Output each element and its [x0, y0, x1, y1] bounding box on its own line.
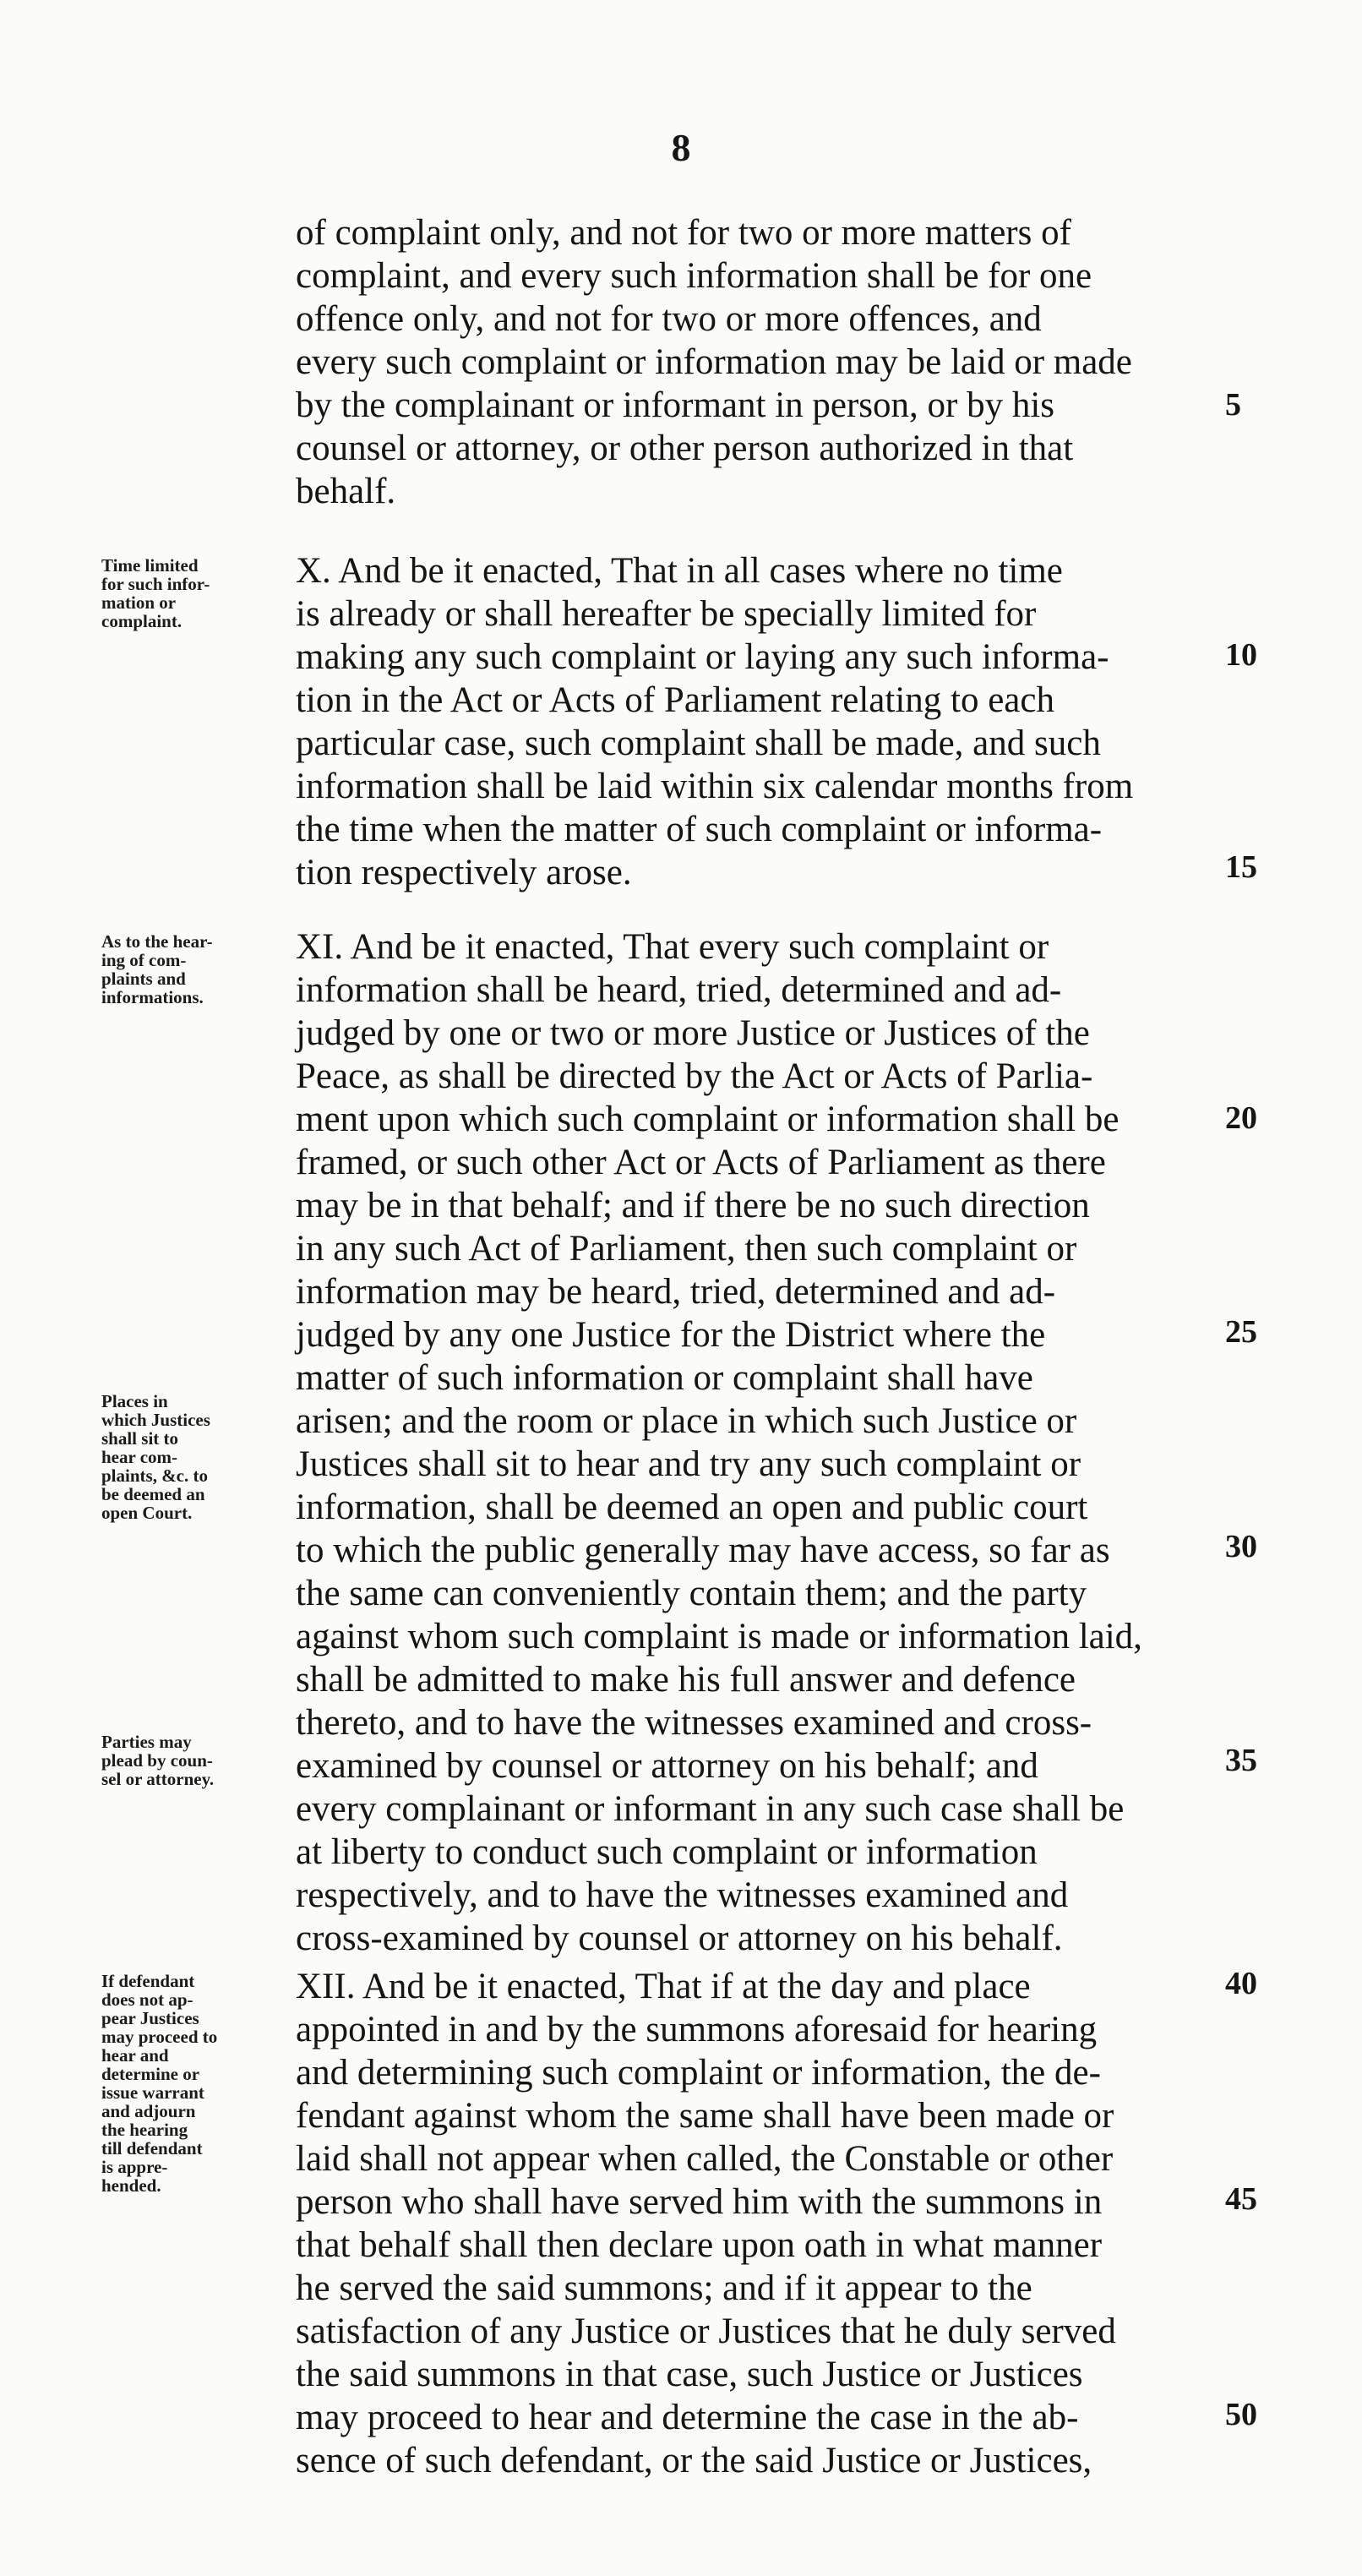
text-line: may proceed to hear and determine the case in the ab-: [296, 2398, 1079, 2437]
text-line: person who shall have served him with the summons in: [296, 2182, 1103, 2222]
text-line: every complainant or informant in any such case shall be: [296, 1789, 1125, 1829]
margin-note-line: for such infor-: [101, 574, 210, 594]
text-line: information may be heard, tried, determined and ad-: [296, 1272, 1056, 1312]
text-line: judged by any one Justice for the District where the: [296, 1315, 1046, 1355]
text-line: that behalf shall then declare upon oath in what manner: [296, 2225, 1103, 2265]
line-number: 45: [1225, 2181, 1257, 2217]
margin-note-line: shall sit to: [101, 1428, 179, 1449]
text-line: Peace, as shall be directed by the Act or Acts of Parlia-: [296, 1056, 1093, 1096]
text-line: offence only, and not for two or more offences, and: [296, 299, 1042, 339]
text-line: matter of such information or complaint shall have: [296, 1358, 1033, 1398]
line-number: 5: [1225, 387, 1241, 423]
margin-note-line: issue warrant: [101, 2082, 204, 2103]
text-line: the same can conveniently contain them; and the party: [296, 1574, 1087, 1613]
text-line: against whom such complaint is made or information laid,: [296, 1617, 1142, 1656]
line-number: 35: [1225, 1743, 1257, 1778]
margin-note-line: may proceed to: [101, 2027, 218, 2047]
margin-note-time-limited: [101, 556, 296, 630]
text-line: tion respectively arose.: [296, 853, 632, 892]
margin-note-places: [101, 1392, 296, 1522]
text-line: judged by one or two or more Justice or Justices of the: [296, 1013, 1090, 1053]
section-xii: [296, 1965, 1116, 2482]
text-line: arisen; and the room or place in which such Justice or: [296, 1401, 1077, 1441]
margin-note-line: pear Justices: [101, 2008, 199, 2028]
text-line: counsel or attorney, or other person authorized in that: [296, 428, 1074, 468]
text-line: may be in that behalf; and if there be no such direction: [296, 1186, 1090, 1225]
text-line: making any such complaint or laying any such informa-: [296, 637, 1109, 677]
text-line: he served the said summons; and if it appear to the: [296, 2268, 1032, 2308]
text-line: examined by counsel or attorney on his behalf; and: [296, 1746, 1038, 1786]
margin-note-line: hended.: [101, 2175, 161, 2196]
margin-note-line: does not ap-: [101, 1989, 193, 2010]
margin-note-parties: [101, 1733, 296, 1788]
text-line: shall be admitted to make his full answer and defence: [296, 1660, 1076, 1700]
margin-note-line: which Justices: [101, 1410, 210, 1430]
margin-note-line: open Court.: [101, 1503, 193, 1523]
text-line: laid shall not appear when called, the Constable or other: [296, 2139, 1114, 2179]
margin-note-line: ing of com-: [101, 950, 187, 970]
text-line: ment upon which such complaint or information shall be: [296, 1100, 1120, 1139]
margin-note-line: complaint.: [101, 611, 183, 631]
text-line: sence of such defendant, or the said Justice or Justices,: [296, 2441, 1092, 2480]
margin-note-hearing: [101, 932, 296, 1007]
text-line: framed, or such other Act or Acts of Parliament as there: [296, 1143, 1106, 1182]
line-number: 20: [1225, 1100, 1257, 1136]
margin-note-defendant: [101, 1972, 296, 2195]
margin-note-line: Time limited: [101, 555, 199, 576]
text-line: cross-examined by counsel or attorney on his behalf.: [296, 1918, 1063, 1958]
text-line: satisfaction of any Justice or Justices that he duly served: [296, 2311, 1116, 2351]
text-line: in any such Act of Parliament, then such complaint or: [296, 1229, 1077, 1269]
line-number: 50: [1225, 2397, 1257, 2432]
text-line: information shall be heard, tried, determined and ad-: [296, 970, 1062, 1010]
text-line: information, shall be deemed an open and public court: [296, 1487, 1088, 1527]
margin-note-line: is appre-: [101, 2157, 168, 2177]
line-number: 15: [1225, 849, 1257, 885]
text-line: X. And be it enacted, That in all cases where no time: [296, 551, 1063, 591]
line-number: 10: [1225, 637, 1257, 673]
margin-note-line: sel or attorney.: [101, 1769, 215, 1789]
text-line: information shall be laid within six calendar months from: [296, 767, 1134, 806]
text-line: fendant against whom the same shall have been made or: [296, 2096, 1114, 2136]
text-line: appointed in and by the summons aforesaid for hearing: [296, 2010, 1098, 2049]
line-number: 30: [1225, 1529, 1257, 1564]
line-number: 40: [1225, 1966, 1257, 2001]
text-line: tion in the Act or Acts of Parliament relating to each: [296, 680, 1054, 720]
text-line: Justices shall sit to hear and try any such complaint or: [296, 1444, 1081, 1484]
margin-note-line: the hearing: [101, 2120, 188, 2140]
margin-note-line: plead by coun-: [101, 1750, 213, 1771]
paragraph-continuation: [296, 211, 1132, 513]
text-line: at liberty to conduct such complaint or information: [296, 1832, 1038, 1872]
text-line: XII. And be it enacted, That if at the day and place: [296, 1967, 1031, 2006]
text-line: is already or shall hereafter be specially limited for: [296, 594, 1037, 634]
text-line: the time when the matter of such complaint or informa-: [296, 810, 1103, 849]
margin-note-line: and adjourn: [101, 2101, 196, 2121]
text-line: particular case, such complaint shall be made, and such: [296, 723, 1101, 763]
line-number: 25: [1225, 1314, 1257, 1350]
margin-note-line: As to the hear-: [101, 931, 213, 952]
text-line: behalf.: [296, 472, 396, 511]
margin-note-line: be deemed an: [101, 1484, 205, 1504]
text-line: every such complaint or information may be laid or made: [296, 342, 1132, 382]
text-line: respectively, and to have the witnesses examined and: [296, 1875, 1069, 1915]
text-line: of complaint only, and not for two or more matters of: [296, 213, 1071, 253]
margin-note-line: plaints and: [101, 969, 186, 989]
margin-note-line: Parties may: [101, 1732, 192, 1752]
page-number: 8: [671, 126, 691, 169]
margin-note-line: plaints, &c. to: [101, 1465, 208, 1486]
margin-note-line: till defendant: [101, 2138, 203, 2158]
text-line: thereto, and to have the witnesses examined and cross-: [296, 1703, 1092, 1743]
margin-note-line: hear and: [101, 2045, 169, 2066]
margin-note-line: Places in: [101, 1391, 168, 1411]
text-line: and determining such complaint or information, the de-: [296, 2053, 1101, 2093]
margin-note-line: If defendant: [101, 1971, 195, 1991]
text-line: the said summons in that case, such Justice or Justices: [296, 2355, 1083, 2394]
section-xi: [296, 925, 1142, 1960]
margin-note-line: informations.: [101, 987, 204, 1007]
text-line: by the complainant or informant in person, or by his: [296, 385, 1055, 425]
text-line: complaint, and every such information shall be for one: [296, 256, 1092, 296]
margin-note-line: mation or: [101, 592, 177, 613]
text-line: to which the public generally may have access, so far as: [296, 1531, 1110, 1570]
margin-note-line: determine or: [101, 2064, 200, 2084]
text-line: XI. And be it enacted, That every such complaint or: [296, 927, 1049, 967]
section-x: [296, 549, 1133, 894]
margin-note-line: hear com-: [101, 1447, 177, 1467]
